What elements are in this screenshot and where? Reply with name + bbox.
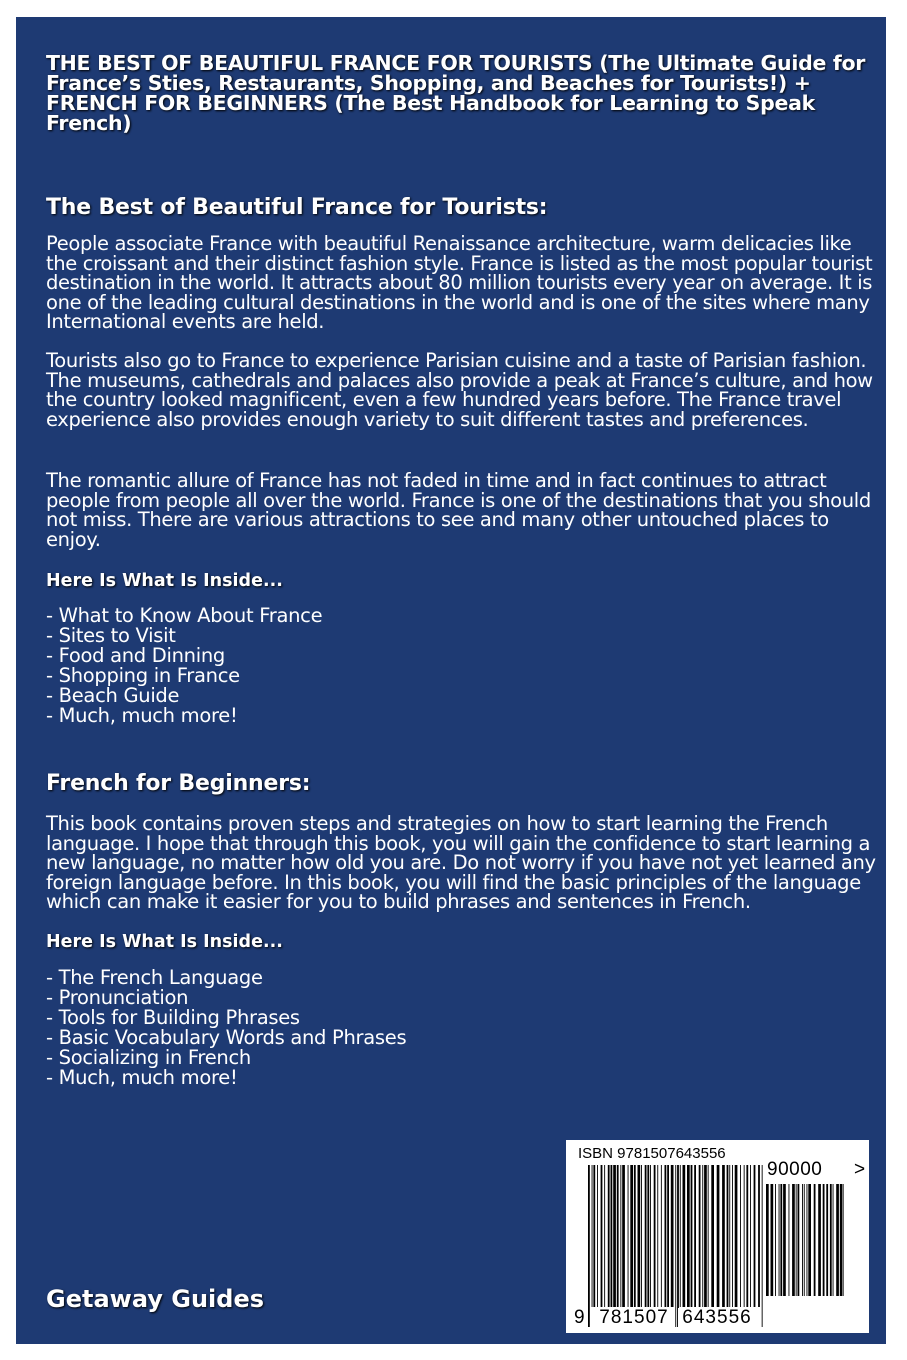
list-item: - Much, much more! xyxy=(46,1068,406,1088)
list-item: - Socializing in French xyxy=(46,1048,406,1068)
ean-left-digits: 781507 xyxy=(597,1308,671,1328)
price-code: 90000 xyxy=(767,1159,823,1180)
list-item: - Tools for Building Phrases xyxy=(46,1008,406,1028)
list-item: - The French Language xyxy=(46,968,406,988)
price-arrow: > xyxy=(854,1159,866,1180)
section2-inside-heading: Here Is What Is Inside... xyxy=(46,932,283,952)
list-item: - Pronunciation xyxy=(46,988,406,1008)
back-cover xyxy=(16,17,886,1344)
section2-paragraph: This book contains proven steps and strategies on how to start learning the French language. I hope that through this book, you will gain the confidence to start learning a new language, no matter how old you are. Do not worry if you have not yet learned any foreign language before. In this book, you will find the basic principles of the language which can make it easier for you to build phrases and sentences in French. xyxy=(46,812,876,914)
ean-first-digit: 9 xyxy=(574,1307,585,1328)
list-item: - Shopping in France xyxy=(46,666,322,686)
section1-inside-list xyxy=(46,606,322,726)
supplement-barcode-bars xyxy=(766,1184,844,1296)
list-item: - Basic Vocabulary Words and Phrases xyxy=(46,1028,406,1048)
book-title: THE BEST OF BEAUTIFUL FRANCE FOR TOURISTS (The Ultimate Guide for France’s Sties, Restaurants, Shopping, and Beaches for Tourists!) + FRENCH FOR BEGINNERS (The Best Handbook for Learning to Speak French) xyxy=(46,51,866,135)
isbn-label: ISBN 9781507643556 xyxy=(578,1145,726,1162)
isbn-barcode xyxy=(566,1140,869,1333)
section-heading-france-tourists: The Best of Beautiful France for Tourists: xyxy=(46,195,548,220)
section2-inside-list xyxy=(46,968,406,1088)
list-item: - Much, much more! xyxy=(46,706,322,726)
section1-paragraph-2: Tourists also go to France to experience Parisian cuisine and a taste of Parisian fashion. The museums, cathedrals and palaces also provide a peak at France’s culture, and how the country looked magnificent, even a few hundred years before. The France travel experience also provides enough variety to suit different tastes and preferences. xyxy=(46,349,873,431)
section1-paragraph-3: The romantic allure of France has not faded in time and in fact continues to attract people from people all over the world. France is one of the destinations that you should not miss. There are various attractions to see and many other untouched places to enjoy. xyxy=(46,469,871,551)
list-item: - Sites to Visit xyxy=(46,626,322,646)
barcode-bars xyxy=(588,1165,763,1327)
ean-right-digits: 643556 xyxy=(678,1308,756,1328)
section1-paragraph-1: People associate France with beautiful Renaissance architecture, warm delicacies like the croissant and their distinct fashion style. France is listed as the most popular tourist destination in the world. It attracts about 80 million tourists every year on average. It is one of the leading cultural destinations in the world and is one of the sites where many International events are held. xyxy=(46,232,873,334)
list-item: - Beach Guide xyxy=(46,686,322,706)
list-item: - Food and Dinning xyxy=(46,646,322,666)
publisher-name: Getaway Guides xyxy=(46,1285,265,1313)
section1-inside-heading: Here Is What Is Inside... xyxy=(46,571,283,591)
list-item: - What to Know About France xyxy=(46,606,322,626)
section-heading-french-beginners: French for Beginners: xyxy=(46,771,311,796)
